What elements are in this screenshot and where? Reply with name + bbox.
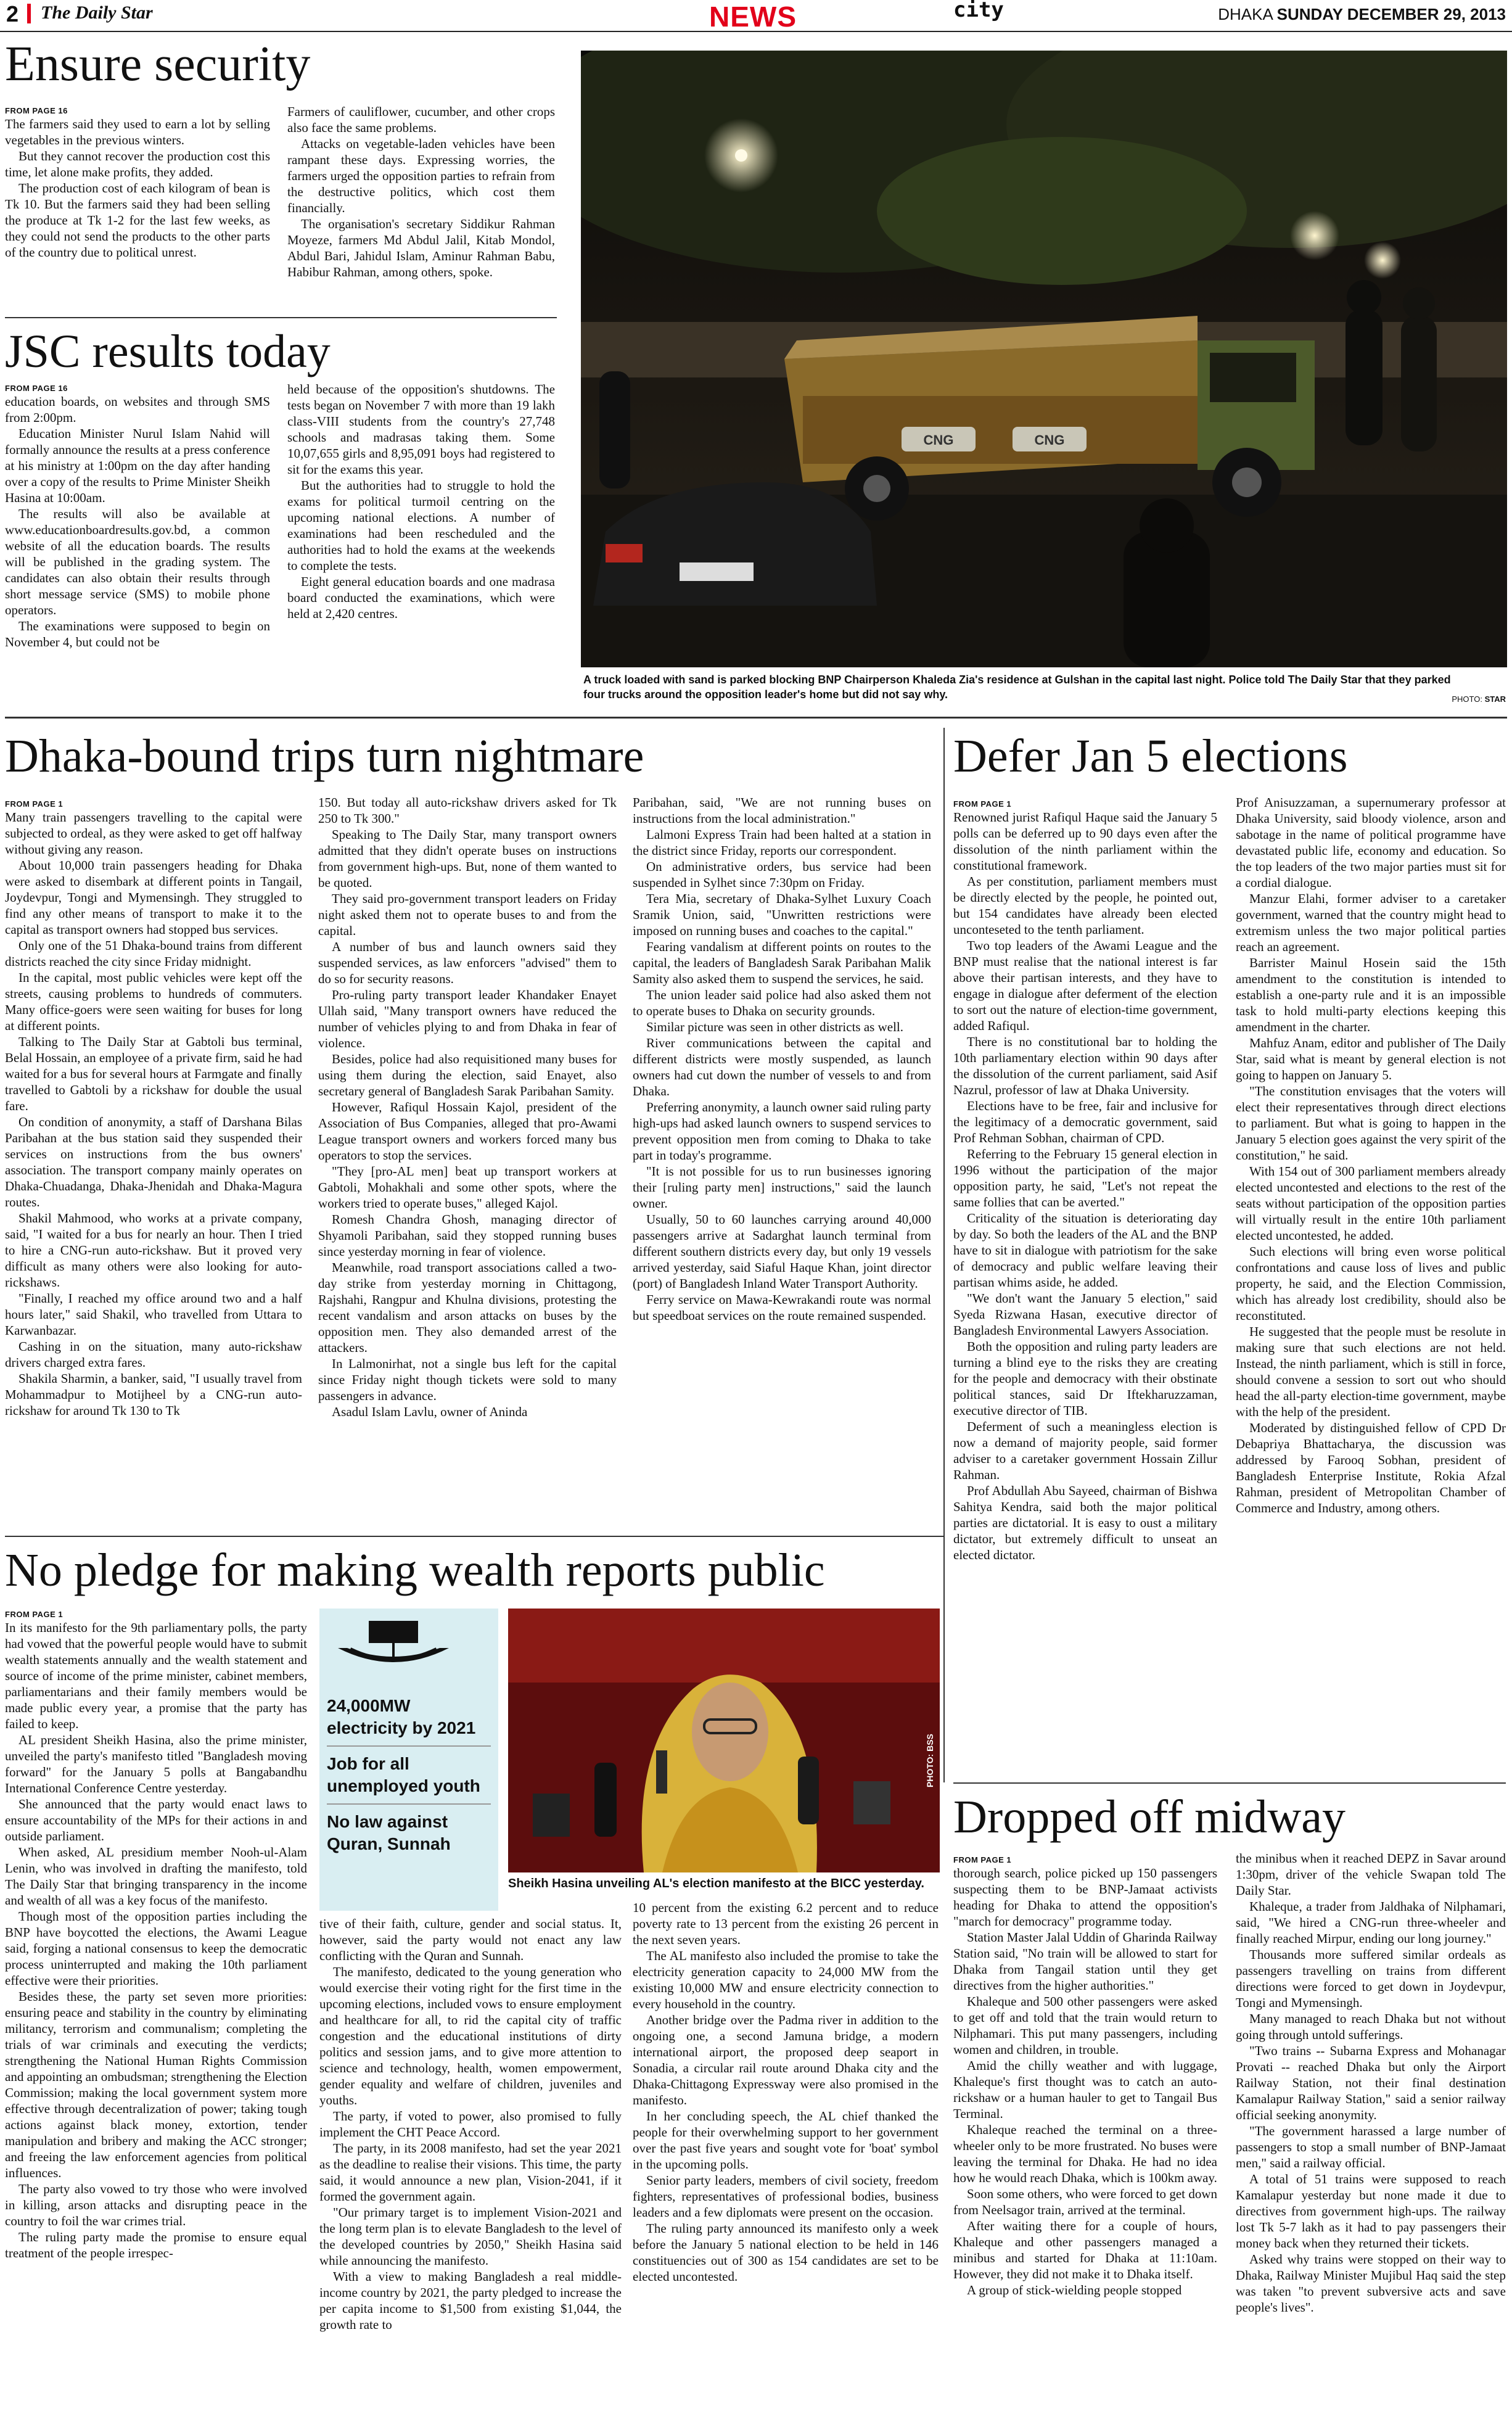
paragraph: The production cost of each kilogram of bean is Tk 10. But the farmers said they had been selling the produce at Tk 1-2 for the last few weeks, as they could not send the products to the other parts of the country due to political unrest. xyxy=(5,181,270,260)
truck-photo-caption: A truck loaded with sand is parked blocking BNP Chairperson Khaleda Zia's residence at Gulshan in the capital last night. Police told The Daily Star that they parked four trucks around the opposition leader's home but did not say why. xyxy=(583,674,1451,701)
dhaka-col-3 xyxy=(633,794,931,1557)
pledge-col-3 xyxy=(633,1900,939,2412)
hasina-photo xyxy=(508,1609,940,1872)
paragraph: The union leader said police had also asked them not to operate buses to Dhaka on security grounds. xyxy=(633,987,931,1018)
vertical-rule xyxy=(943,728,945,1782)
paragraph: But they cannot recover the production cost this time, let alone make profits, they added. xyxy=(5,149,270,179)
paragraph: Lalmoni Express Train had been halted at a station in the district since Friday, reports our correspondent. xyxy=(633,827,931,858)
paragraph: About 10,000 train passengers heading for Dhaka were asked to disembark at different points in Tangail, Joydevpur, Tongi and Mymensingh. They struggled to find any other means of transport to make it to the capital as transport owners had stopped bus services. xyxy=(5,858,302,937)
paragraph: With 154 out of 300 parliament members already elected uncontested and elections to the rest of the seats without participation of the opposition parties will virtually result in the entire 10th parliament elected uncontested, he added. xyxy=(1236,1164,1506,1243)
paragraph: In the capital, most public vehicles were kept off the streets, causing problems to hundreds of commuters. Many office-goers were seen waiting for buses for long at different points. xyxy=(5,970,302,1033)
paragraph: "They [pro-AL men] beat up transport workers at Gabtoli, Mohakhali and some other spots, where the workers tried to operate buses," alleged Kajol. xyxy=(318,1164,617,1211)
paragraph: The party, in its 2008 manifesto, had set the year 2021 as the deadline to realise their visions. This time, the party said, it would announce a new plan, Vision-2041, if it formed the government again. xyxy=(319,2141,622,2204)
paragraph: Tera Mia, secretary of Dhaka-Sylhet Luxury Coach Sramik Union, said, "Unwritten restrictions were imposed on running buses and coaches to the capital." xyxy=(633,891,931,938)
paragraph: "It is not possible for us to run businesses ignoring their [ruling party men] instructions," said the launch owner. xyxy=(633,1164,931,1211)
paragraph: Shakil Mahmood, who works at a private company, said, "I waited for a bus for nearly an hour. Then I tried to hire a CNG-run auto-rickshaw. But it proved very difficult as many others were also looking for auto-rickshaws. xyxy=(5,1211,302,1290)
paragraph: When asked, AL presidium member Nooh-ul-Alam Lenin, who was involved in drafting the manifesto, told The Daily Star that bringing transparency in the income and wealth of all was a key focus of the manifesto. xyxy=(5,1845,307,1908)
paragraph: Both the opposition and ruling party leaders are turning a blind eye to the risks they are creating for the people and democracy with their obstinate political stances, said Dr Iftekharuzzaman, executive director of TIB. xyxy=(953,1339,1217,1418)
paragraph: The farmers said they used to earn a lot by selling vegetables in the previous winters. xyxy=(5,117,270,147)
paragraph: Many managed to reach Dhaka but not without going through untold sufferings. xyxy=(1236,2011,1506,2042)
hasina-photo-image xyxy=(508,1609,940,1872)
paragraph: 10 percent from the existing 6.2 percent and to reduce poverty rate to 13 percent from the existing 26 percent in the next seven years. xyxy=(633,1900,939,1947)
paragraph: A total of 51 trains were supposed to reach Kamalapur yesterday but none made it due to directives from government high-ups. The railway lost Tk 5-7 lakh as it had to pay passengers their money back when they returned their tickets. xyxy=(1236,2172,1506,2251)
ensure-jump-label: FROM PAGE 16 xyxy=(5,106,68,115)
manifesto-highlight-item: No law against Quran, Sunnah xyxy=(327,1812,451,1853)
paragraph: She announced that the party would enact laws to ensure accountability of the MPs for their actions in and outside parliament. xyxy=(5,1797,307,1843)
paragraph: In its manifesto for the 9th parliamentary polls, the party had vowed that the powerful people would have to submit wealth statements annually and the wealth statement and source of income of the prime minister, cabinet members, parliamentarians and their family members would be made public every year, a promise that the party has failed to keep. xyxy=(5,1620,307,1731)
paragraph: On administrative orders, bus service had been suspended in Sylhet since 7:30pm on Friday. xyxy=(633,859,931,890)
paragraph: Moderated by distinguished fellow of CPD Dr Debapriya Bhattacharya, the discussion was addressed by Farooq Sobhan, president of Bangladesh Enterprise Institute, Rokia Afzal Rahman, president of Metropolitan Chamber of Commerce and Industry, among others. xyxy=(1236,1420,1506,1515)
paragraph: Another bridge over the Padma river in addition to the ongoing one, a second Jamuna bridge, a modern international airport, the proposed deep seaport in Sonadia, a circular rail route around Dhaka city and the Dhaka-Chittagong Expressway were also promised in the manifesto. xyxy=(633,2012,939,2107)
paragraph: Preferring anonymity, a launch owner said ruling party high-ups had asked launch owners to suspend services to prevent opposition men from coming to Dhaka to take part in today's programme. xyxy=(633,1100,931,1163)
paragraph: The results will also be available at www.educationboardresults.gov.bd, a common website of all the education boards. The results will be published in the grading system. The candidates can also obtain their results through short message service (SMS) to mobile phone operators. xyxy=(5,506,270,617)
paragraph: Education Minister Nurul Islam Nahid will formally announce the results at a press conference at his ministry at 1:00pm on the day after handing over a copy of the results to Prime Minister Sheikh Hasina at 10:00am. xyxy=(5,426,270,505)
paragraph: Prof Abdullah Abu Sayeed, chairman of Bishwa Sahitya Kendra, said both the major political parties are dictatorial. It is easy to oust a military dictator, but extremely difficult to unseat an elected dictator. xyxy=(953,1483,1217,1562)
paragraph: Khaleque and 500 other passengers were asked to get off and told that the train would return to Nilphamari. This put many passengers, including women and children, in trouble. xyxy=(953,1994,1217,2057)
paragraph: 150. But today all auto-rickshaw drivers asked for Tk 250 to Tk 300." xyxy=(318,795,617,826)
dateline-date: SUNDAY DECEMBER 29, 2013 xyxy=(1276,5,1506,23)
paragraph: Station Master Jalal Uddin of Gharinda Railway Station said, "No train will be allowed to start for Dhaka from Tangail station until they get directives from the higher authorities." xyxy=(953,1930,1217,1993)
paragraph: Prof Anisuzzaman, a supernumerary professor at Dhaka University, said bloody violence, arson and sabotage in the name of political programme have devastated public life, economy and education. So the top leaders of the two major parties must sit for a cordial dialogue. xyxy=(1236,795,1506,890)
paragraph: Such elections will bring even worse political confrontations and cause loss of lives and public property, he said, and the Election Commission, which has already lost credibility, should also be reconstituted. xyxy=(1236,1244,1506,1323)
paragraph: Barrister Mainul Hosein said the 15th amendment to the constitution is intended to establish a one-party rule and it is an impossible task to hold multi-party elections keeping this amendment in the charter. xyxy=(1236,955,1506,1034)
paragraph: As per constitution, parliament members must be directly elected by the people, he pointed out, but 154 candidates have already been elected unconteseted to the tenth parliament. xyxy=(953,874,1217,937)
jsc-jump-label: FROM PAGE 16 xyxy=(5,384,68,393)
paragraph: thorough search, police picked up 150 passengers suspecting them to be BNP-Jamaat activists heading for Dhaka to attend the opposition's "march for democracy" programme today. xyxy=(953,1866,1217,1929)
paragraph: Talking to The Daily Star at Gabtoli bus terminal, Belal Hossain, an employee of a private firm, said he had waited for a bus for several hours at Farmgate and finally travelled to Gabtoli by a rickshaw for double the usual fare. xyxy=(5,1034,302,1113)
ensure-bottom-rule xyxy=(5,317,557,318)
truck-photo-credit-label: PHOTO: xyxy=(1452,694,1482,704)
paragraph: held because of the opposition's shutdowns. The tests began on November 7 with more than 19 lakh class-VIII students from the country's 27,748 schools and madrasas taking them. Some 10,07,655 girls and 8,95,091 boys had registered to sit for the exams this year. xyxy=(287,382,555,477)
section-label: NEWS xyxy=(709,1,797,33)
boat-icon xyxy=(332,1621,455,1676)
paragraph: Renowned jurist Rafiqul Haque said the January 5 polls can be deferred up to 90 days even after the dissolution of the ninth parliament within the constitutional framework. xyxy=(953,810,1217,873)
paragraph: Khaleque, a trader from Jaldhaka of Nilphamari, said, "We hired a CNG-run three-wheeler and finally reached Mirpur, ending our long journey." xyxy=(1236,1899,1506,1946)
pledge-jump-label: FROM PAGE 1 xyxy=(5,1610,64,1619)
defer-col-2 xyxy=(1236,794,1506,1778)
paragraph: "The government harassed a large number of passengers to stop a small number of BNP-Jamaat men," said a railway official. xyxy=(1236,2124,1506,2170)
truck-tank-label-1: CNG xyxy=(923,432,954,448)
paragraph: education boards, on websites and through SMS from 2:00pm. xyxy=(5,394,270,425)
paragraph: In her concluding speech, the AL chief thanked the people for their overwhelming support to her government over the past five years and sought vote for 'boat' symbol in the upcoming polls. xyxy=(633,2109,939,2172)
dropped-col-2 xyxy=(1236,1850,1506,2412)
paragraph: "The constitution envisages that the voters will elect their representatives through direct elections to parliament. But what is going to happen in the January 5 election goes against the very spirit of the constitution," he said. xyxy=(1236,1084,1506,1163)
paragraph: Meanwhile, road transport associations called a two-day strike from yesterday morning in Chittagong, Rajshahi, Rangpur and Khulna divisions, protesting the recent vandalism and arson attacks on buses by the opposition men. They also demanded arrest of the attackers. xyxy=(318,1260,617,1355)
paragraph: In Lalmonirhat, not a single bus left for the capital since Friday night though tickets were sold to many passengers in advance. xyxy=(318,1356,617,1403)
manifesto-highlights-list xyxy=(327,1689,491,1861)
paragraph: tive of their faith, culture, gender and social status. It, however, said the party would not enact any law conflicting with the Quran and Sunnah. xyxy=(319,1916,622,1963)
paragraph: They said pro-government transport leaders on Friday night asked them not to operate buses to and from the capital. xyxy=(318,891,617,938)
paragraph: But the authorities had to struggle to hold the exams for political turmoil centring on the upcoming national elections. A number of examinations had been rescheduled and the authorities had to hold the exams at the weekends to complete the tests. xyxy=(287,478,555,573)
paragraph: "Finally, I reached my office around two and a half hours later," said Shakil, who travelled from Uttara to Karwanbazar. xyxy=(5,1291,302,1338)
paragraph: With a view to making Bangladesh a real middle-income country by 2021, the party pledged to increase the per capita income to $1,500 from existing $1,044, the growth rate to xyxy=(319,2269,622,2332)
ensure-headline: Ensure security xyxy=(5,37,311,91)
paragraph: "Our primary target is to implement Vision-2021 and the long term plan is to elevate Bangladesh to the level of the developed countries by 2050," Sheikh Hasina said while announcing the manifesto. xyxy=(319,2205,622,2268)
paragraph: Romesh Chandra Ghosh, managing director of Shyamoli Paribahan, said they stopped running buses since yesterday morning in fear of violence. xyxy=(318,1212,617,1259)
hasina-photo-credit: PHOTO: BSS xyxy=(925,1734,935,1787)
paragraph: The ruling party made the promise to ensure equal treatment of the people irrespec- xyxy=(5,2230,307,2260)
paragraph: Mahfuz Anam, editor and publisher of The Daily Star, said what is meant by general election is not going to happen on January 5. xyxy=(1236,1036,1506,1082)
paragraph: Senior party leaders, members of civil society, freedom fighters, representatives of professional bodies, business leaders and a few diplomats were present on the occasion. xyxy=(633,2173,939,2220)
paragraph: There is no constitutional bar to holding the 10th parliamentary election within 90 days after the dissolution of the current parliament, said Asif Nazrul, professor of law at Dhaka University. xyxy=(953,1034,1217,1097)
paragraph: The ruling party announced its manifesto only a week before the January 5 national election to be held in 146 constituencies out of 300 as 154 candidates are set to be elected uncontested. xyxy=(633,2221,939,2284)
paragraph: However, Rafiqul Hossain Kajol, president of the Association of Bus Companies, alleged that pro-Awami League transport owners and workers forced many bus operators to stop the services. xyxy=(318,1100,617,1163)
dhaka-col-2 xyxy=(318,794,617,1557)
truck-tank-label-2: CNG xyxy=(1034,432,1065,448)
manifesto-highlight-item: Job for all unemployed youth xyxy=(327,1747,491,1805)
dateline xyxy=(1184,5,1506,24)
paragraph: Criticality of the situation is deteriorating day by day. So both the leaders of the AL and the BNP have to sit in dialogue with patriotism for the sake of democracy and public welfare leaving their partisan whims aside, he added. xyxy=(953,1211,1217,1290)
paragraph: Soon some others, who were forced to get down from Neelsagor train, arrived at the terminal. xyxy=(953,2186,1217,2217)
ensure-col-2 xyxy=(287,104,555,313)
dhaka-headline: Dhaka-bound trips turn nightmare xyxy=(5,730,644,782)
paragraph: A number of bus and launch owners said they suspended services, as law enforcers "advised" them to do so for security reasons. xyxy=(318,939,617,986)
paragraph: Besides, police had also requisitioned many buses for using them during the election, said Enayet, also secretary general of Bangladesh Sarak Paribahan Samity. xyxy=(318,1052,617,1098)
paragraph: The manifesto, dedicated to the young generation who would exercise their voting right for the first time in the upcoming elections, included vows to ensure employment and healthcare for all, to rid the capital city of traffic congestion and the educational institutions of dirty politics and session jams, and to give more attention to science and technology, health, women empowerment, gender equality and welfare of children, juveniles and youths. xyxy=(319,1964,622,2107)
defer-col-1 xyxy=(953,809,1217,1778)
paragraph: Amid the chilly weather and with luggage, Khaleque's first thought was to catch an auto-rickshaw or a human hauler to get to Tangail Bus Terminal. xyxy=(953,2058,1217,2121)
manifesto-highlights-box xyxy=(319,1609,498,1911)
page-number: 2 xyxy=(6,1,19,27)
paragraph: Though most of the opposition parties including the BNP have boycotted the elections, the Awami League said, forging a national consensus to keep the democratic process uninterrupted and making the 10th parliament effective were their priorities. xyxy=(5,1909,307,1988)
paragraph: Pro-ruling party transport leader Khandaker Enayet Ullah said, "Many transport owners have reduced the number of vehicles plying to and from Dhaka in fear of violence. xyxy=(318,987,617,1050)
pledge-col-2 xyxy=(319,1916,622,2412)
paragraph: Asadul Islam Lavlu, owner of Aninda xyxy=(332,1404,528,1419)
paragraph: the minibus when it reached DEPZ in Savar around 1:30pm, driver of the vehicle Swapan told The Daily Star. xyxy=(1236,1851,1506,1898)
paragraph: Besides these, the party set seven more priorities: ensuring peace and stability in the country by eliminating militancy, terrorism and communalism; completing the trials of war criminals and executing the verdicts; strengthening the National Human Rights Commission and appointing an ombudsman; strengthening the Election Commission; making the local government system more effective through decentralization of power; taking tough actions against black money, extortion, tender manipulation and bribery and making the ACC stronger; and freeing the law enforcement agencies from political influences. xyxy=(5,1989,307,2180)
defer-headline: Defer Jan 5 elections xyxy=(953,730,1348,782)
paragraph: Referring to the February 15 general election in 1996 without the participation of the major opposition party, he said, "Let's not repeat the same follies that can be averted." xyxy=(953,1147,1217,1209)
paragraph: The party also vowed to try those who were involved in killing, arson attacks and disrupting peace in the country to foil the war crimes trial. xyxy=(5,2181,307,2228)
paragraph: Manzur Elahi, former adviser to a caretaker government, warned that the country might head to extremism unless the two major political parties reach an agreement. xyxy=(1236,891,1506,954)
paragraph: The organisation's secretary Siddikur Rahman Moyeze, farmers Md Abdul Jalil, Kitab Mondol, Abdul Bari, Jahidul Islam, Aminur Rahman Babu, Habibur Rahman, among others, spoke. xyxy=(287,216,555,279)
paragraph: The party, if voted to power, also promised to fully implement the CHT Peace Accord. xyxy=(319,2109,622,2140)
paragraph: He suggested that the people must be resolute in making sure that such elections are not held. Instead, the ninth parliament, which is still in force, should convene a session to sort out who should head the all-party election-time government, maybe with the help of the president. xyxy=(1236,1324,1506,1419)
pledge-col-1 xyxy=(5,1620,307,2412)
paragraph: "We don't want the January 5 election," said Syeda Rizwana Hasan, executive director of Bangladesh Environmental Lawyers Association. xyxy=(953,1291,1217,1338)
truck-photo-image xyxy=(581,51,1507,667)
paragraph: Shakila Sharmin, a banker, said, "I usually travel from Mohammadpur to Motijheel by a CNG-run auto-rickshaw for around Tk 130 to Tk xyxy=(5,1371,302,1418)
hasina-photo-caption: Sheikh Hasina unveiling AL's election manifesto at the BICC yesterday. xyxy=(508,1877,924,1890)
dropped-col-1 xyxy=(953,1865,1217,2412)
paragraph: The AL manifesto also included the promise to take the electricity generation capacity to 24,000 MW from the existing 10,000 MW and ensure electricity connection to every household in the country. xyxy=(633,1948,939,2011)
paragraph: Deferment of such a meaningless election is now a demand of majority people, said former adviser to a caretaker government Hossain Zillur Rahman. xyxy=(953,1419,1217,1482)
truck-photo-credit-name: STAR xyxy=(1484,694,1506,704)
dropped-headline: Dropped off midway xyxy=(953,1791,1346,1843)
paragraph: Fearing vandalism at different points on routes to the capital, the leaders of Bangladesh Sarak Paribahan Malik Samity also asked them to suspend the services, he said. xyxy=(633,939,931,986)
paragraph: AL president Sheikh Hasina, also the prime minister, unveiled the party's manifesto titled "Bangladesh moving forward" for the January 5 polls at Bangabandhu International Conference Centre yesterday. xyxy=(5,1732,307,1795)
paragraph: Eight general education boards and one madrasa board conducted the examinations, which were held at 2,420 centres. xyxy=(287,574,555,621)
paragraph: Farmers of cauliflower, cucumber, and other crops also face the same problems. xyxy=(287,104,555,135)
paragraph: Khaleque reached the terminal on a three-wheeler only to be more frustrated. No buses were leaving the terminal for Dhaka. He had no idea how he would reach Dhaka, which is 100km away. xyxy=(953,2122,1217,2185)
dropped-jump-label: FROM PAGE 1 xyxy=(953,1855,1012,1864)
paragraph: Asked why trains were stopped on their way to Dhaka, Railway Minister Mujibul Haq said the step was taken "to prevent subversive acts and save people's lives". xyxy=(1236,2252,1506,2315)
jsc-headline: JSC results today xyxy=(5,326,331,377)
defer-jump-label: FROM PAGE 1 xyxy=(953,799,1012,809)
upper-section-rule xyxy=(5,717,1507,719)
newspaper-logo: The Daily Star xyxy=(41,2,153,23)
jsc-col-1 xyxy=(5,393,270,709)
paragraph: On condition of anonymity, a staff of Darshana Bilas Paribahan at the bus station said they suspended their services on instructions from the bus owners' association. The transport company mainly operates on Dhaka-Chuadanga, Dhaka-Jhenidah and Dhaka-Magura routes. xyxy=(5,1114,302,1209)
subsection-label: city xyxy=(953,0,1004,22)
paragraph: Attacks on vegetable-laden vehicles have been rampant these days. Expressing worries, the farmers urged the opposition parties to refrain from the destructive politics, which cost them financially. xyxy=(287,136,555,215)
truck-photo xyxy=(581,51,1507,667)
dhaka-col-1 xyxy=(5,809,302,1557)
paragraph: "Two trains -- Subarna Express and Mohanagar Provati -- reached Dhaka but only the Airport Railway Station, not their final destination Kamalapur Railway Station," said a senior railway official seeking anonymity. xyxy=(1236,2043,1506,2122)
ensure-col-1 xyxy=(5,116,270,313)
paragraph: Two top leaders of the Awami League and the BNP must realise that the national interest is far above their partisan interests, and they have to engage in dialogue after deferment of the election to sort out the nature of election-time government, added Rafiqul. xyxy=(953,938,1217,1033)
paragraph: After waiting there for a couple of hours, Khaleque and other passengers managed a minibus and started for Dhaka at 11:10am. However, they did not make it to Dhaka itself. xyxy=(953,2218,1217,2281)
manifesto-highlight-item: 24,000MW electricity by 2021 xyxy=(327,1689,491,1747)
page-number-divider xyxy=(27,4,31,23)
pledge-headline: No pledge for making wealth reports public xyxy=(5,1544,825,1596)
paragraph: Elections have to be free, fair and inclusive for the legitimacy of a democratic government, said Prof Rehman Sobhan, chairman of CPD. xyxy=(953,1098,1217,1145)
paragraph: Similar picture was seen in other districts as well. xyxy=(646,1020,903,1034)
truck-photo-credit xyxy=(1357,694,1506,704)
paragraph: Usually, 50 to 60 launches carrying around 40,000 passengers arrive at Sadarghat launch terminal from different southern districts every day, but only 19 vessels arrived yesterday, said Siaful Haque Khan, joint director (port) of Bangladesh Inland Water Transport Authority. xyxy=(633,1212,931,1291)
paragraph: Ferry service on Mawa-Kewrakandi route was normal but speedboat services on the route remained suspended. xyxy=(633,1292,931,1323)
dateline-city: DHAKA xyxy=(1218,5,1273,23)
jsc-col-2 xyxy=(287,381,555,714)
paragraph: A group of stick-wielding people stopped xyxy=(967,2283,1182,2297)
paragraph: Cashing in on the situation, many auto-rickshaw drivers charged extra fares. xyxy=(5,1339,302,1370)
paragraph: River communications between the capital and different districts were mostly suspended, as launch owners had cut down the number of vessels to and from Dhaka. xyxy=(633,1036,931,1098)
dhaka-jump-label: FROM PAGE 1 xyxy=(5,799,64,809)
paragraph: Paribahan, said, "We are not running buses on instructions from the local administration." xyxy=(633,795,931,826)
dhaka-bottom-rule xyxy=(5,1536,943,1537)
paragraph: Thousands more suffered similar ordeals as passengers travelling on trains from different directions were forced to get down in Joydevpur, Tongi and Mymensingh. xyxy=(1236,1947,1506,2010)
paragraph: Speaking to The Daily Star, many transport owners admitted that they didn't operate buses on instructions from government high-ups. But, none of them wanted to be quoted. xyxy=(318,827,617,890)
paragraph: The examinations were supposed to begin on November 4, but could not be xyxy=(5,619,270,649)
defer-bottom-rule xyxy=(953,1782,1506,1784)
paragraph: Many train passengers travelling to the capital were subjected to ordeal, as they were asked to get off halfway without giving any reason. xyxy=(5,810,302,857)
paragraph: Only one of the 51 Dhaka-bound trains from different districts reached the city since Friday midnight. xyxy=(5,938,302,969)
